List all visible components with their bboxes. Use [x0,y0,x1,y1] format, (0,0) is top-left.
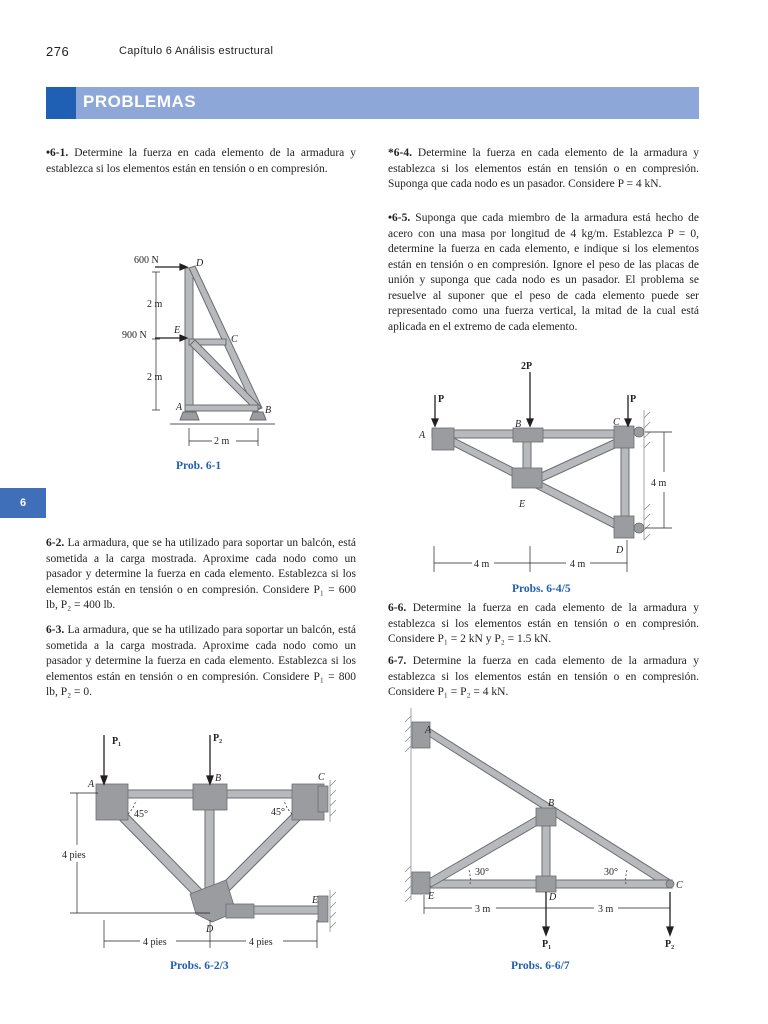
dim-label-right: 3 m [598,904,614,915]
dim-label-height: 4 m [651,478,667,489]
dim-label-base: 2 m [214,436,230,447]
problem-number: •6-5. [388,212,411,224]
node-label-a: A [425,725,432,736]
node-label-d: D [196,258,204,269]
node-label-a: A [176,402,183,413]
figure-caption-6-1: Prob. 6-1 [176,460,222,472]
load-label-p-left: P [438,394,445,405]
node-label-b: B [548,798,555,809]
node-label-c: C [231,334,238,345]
load-label-p2: P₂ [665,939,675,950]
load-label-900n: 900 N [122,330,147,341]
load-label-p-right: P [630,394,637,405]
problem-text: La armadura, que se ha utilizado para soportar un balcón, está sometida a la carga mostrada. Aproxime cada nodo como un pasador y determine la fuerza en cada elemento. Establezca si los elementos están en tensión o en compresión. Considere P₁ = 600 lb, P₂ = 400 lb. [46,537,357,611]
node-label-a: A [419,430,426,441]
node-label-e: E [312,895,319,906]
node-label-c: C [318,772,325,783]
problem-text: Determine la fuerza en cada elemento de la armadura y establezca si los elementos están en tensión o en compresión. Considere P₁ = 2 kN y P₂ = 1.5 kN. [388,602,699,645]
node-label-e: E [174,325,181,336]
problem-number: •6-1. [46,147,69,159]
banner-title: PROBLEMAS [83,92,197,111]
problem-text: Suponga que cada miembro de la armadura está hecho de acero con una masa por longitud de 4 kg/m. Establezca P = 0, determine la fuerza en cada elemento, e indique si los elementos están en tensión o en compresión. Ignore el peso de las placas de unión y suponga que cada nodo es un pasador. El problema se resuelve al suponer que el peso de cada elemento puede ser representado como una fuerza vertical, la mitad de la cual está aplicada en el extremo de cada elemento. [388,212,700,333]
node-label-c: C [613,417,620,428]
problem-number: *6-4. [388,147,412,159]
problem-text: La armadura, que se ha utilizado para soportar un balcón, está sometida a la carga mostrada. Aproxime cada nodo como un pasador y determine la fuerza en cada elemento. Establezca si los elementos están en tensión o en compresión. Considere P₁ = 800 lb, P₂ = 0. [46,624,357,698]
dim-label-lower: 2 m [147,372,163,383]
load-label-2p: 2P [521,361,533,372]
load-label-p2: P₂ [213,733,223,744]
node-label-d: D [206,924,214,935]
load-label-p1: P₁ [542,939,552,950]
chapter-title: Capítulo 6 Análisis estructural [119,45,274,57]
angle-label-right: 30° [604,867,618,878]
problem-text: Determine la fuerza en cada elemento de la armadura y establezca si los elementos están en tensión o en compresión. Suponga que cada nodo es un pasador. Considere P = 4 kN. [388,147,700,190]
dim-label-left: 4 m [474,559,490,570]
dim-label-height: 4 pies [62,850,86,861]
figure-caption-6-4-5: Probs. 6-4/5 [512,583,571,595]
angle-label-left: 45° [134,809,148,820]
chapter-side-tab: 6 [0,488,46,518]
problem-number: 6-7. [388,655,407,667]
dim-label-left: 4 pies [143,937,167,948]
problem-number: 6-2. [46,537,65,549]
gusset-b [536,808,556,826]
dim-label-left: 3 m [475,904,491,915]
node-label-e: E [519,499,526,510]
figure-caption-6-6-7: Probs. 6-6/7 [511,960,570,972]
node-label-a: A [88,779,95,790]
load-label-p1: P₁ [112,736,122,747]
problem-number: 6-6. [388,602,407,614]
gusset-d [536,876,556,892]
node-label-c: C [676,880,683,891]
dim-label-right: 4 pies [249,937,273,948]
problem-text: Determine la fuerza en cada elemento de la armadura y establezca si los elementos están en tensión o en compresión. Considere P₁ = P₂ = 4 kN. [388,655,699,698]
problem-number: 6-3. [46,624,65,636]
node-label-d: D [549,892,557,903]
joint-c [666,880,674,888]
node-label-e: E [428,891,435,902]
dim-label-upper: 2 m [147,299,163,310]
figure-caption-6-2-3: Probs. 6-2/3 [170,960,229,972]
angle-label-left: 30° [475,867,489,878]
dim-label-right: 4 m [570,559,586,570]
node-label-b: B [215,773,222,784]
node-label-b: B [515,419,522,430]
load-label-600n: 600 N [134,255,159,266]
angle-label-right: 45° [271,807,285,818]
node-label-d: D [616,545,624,556]
page-number: 276 [46,44,70,59]
problem-text: Determine la fuerza en cada elemento de la armadura y establezca si los elementos están en tensión o en compresión. [46,147,356,175]
node-label-b: B [265,405,272,416]
